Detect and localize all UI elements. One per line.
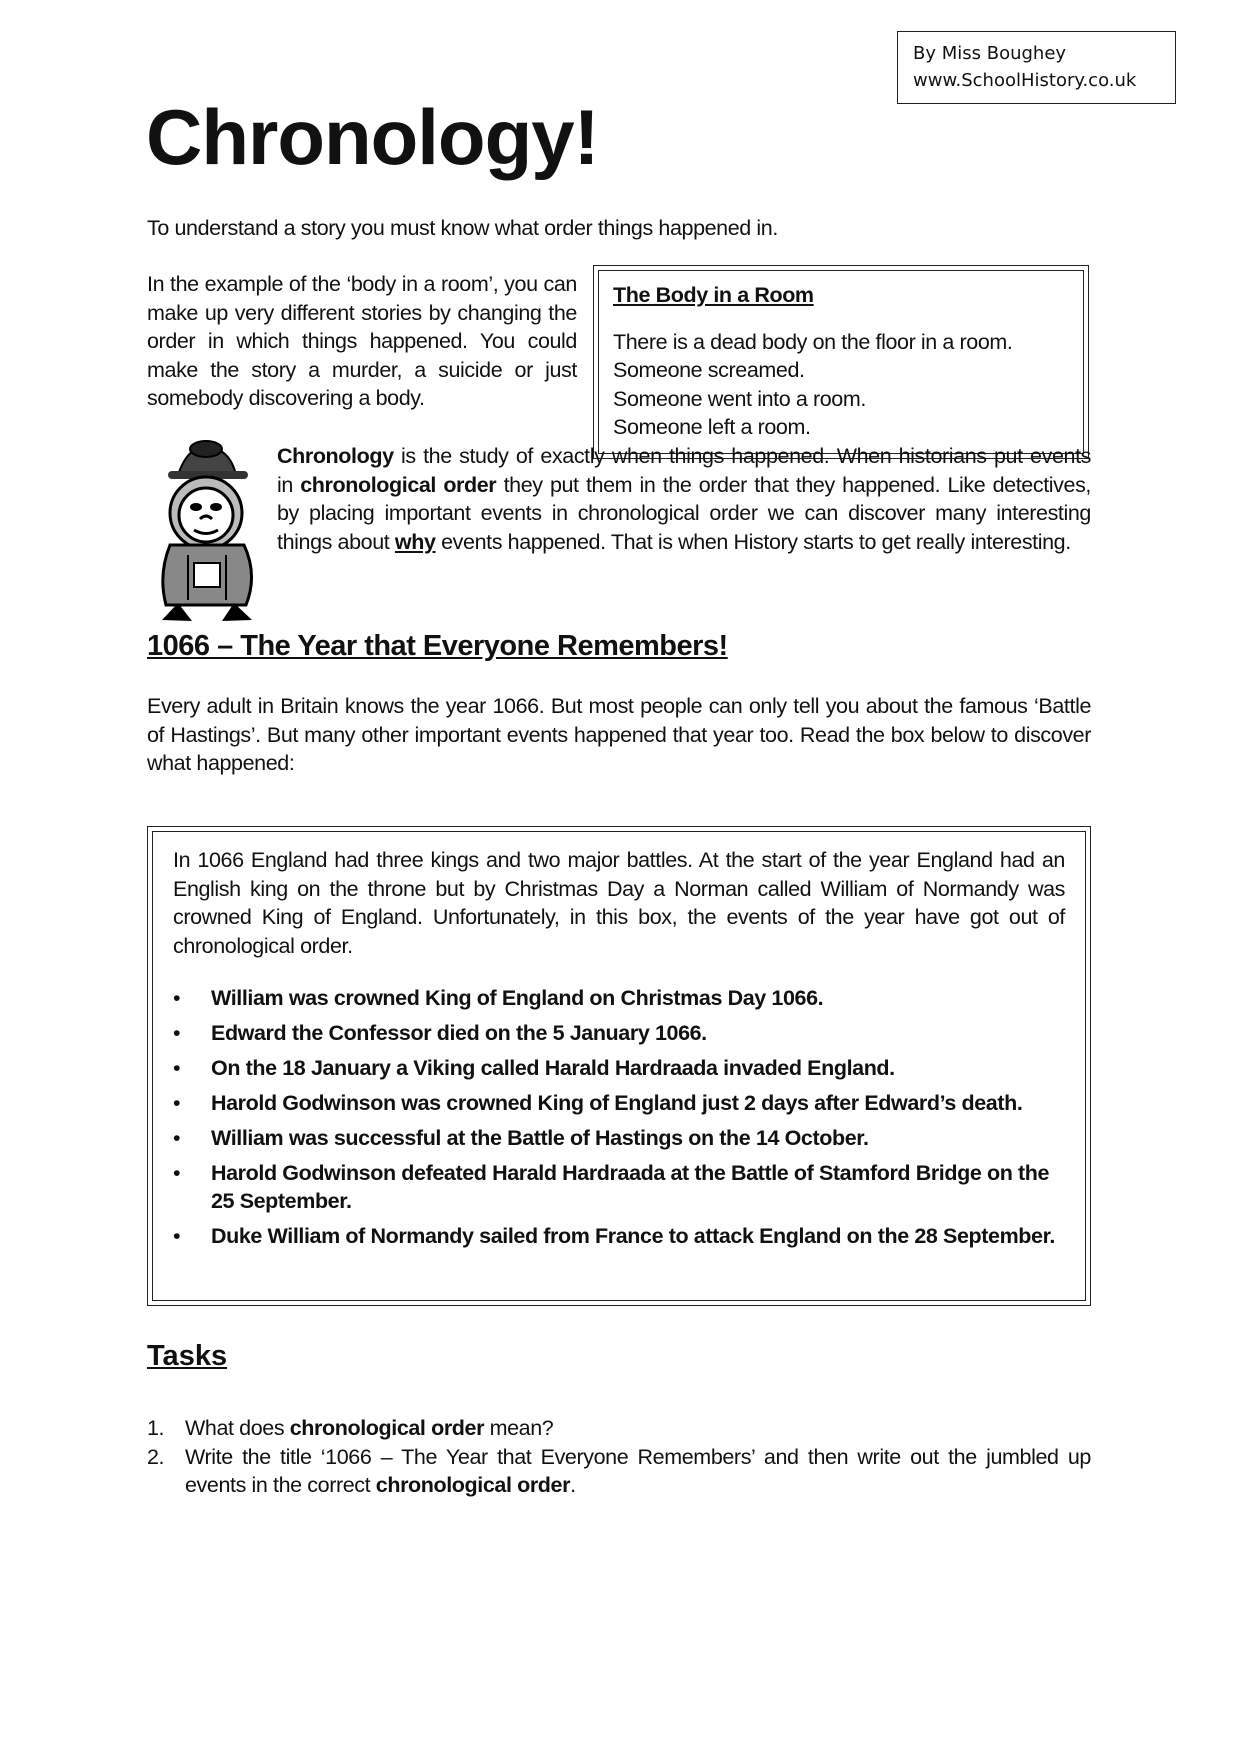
event-text: Harold Godwinson defeated Harald Hardraada at the Battle of Stamford Bridge on the 25 September. — [211, 1160, 1050, 1214]
box-line: Someone screamed. — [613, 358, 805, 383]
example-paragraph: In the example of the ‘body in a room’, you can make up very different stories by changing the order in which things happened. You could make the story a murder, a suicide or just somebody discovering a body. — [147, 272, 577, 411]
box-line: Someone went into a room. — [613, 386, 866, 411]
task-bold-term: chronological order — [289, 1416, 485, 1440]
event-text: Harold Godwinson was crowned King of England just 2 days after Edward’s death. — [211, 1091, 1023, 1116]
chronology-term: Chronology — [277, 444, 394, 468]
events-list — [173, 984, 1065, 1251]
chronology-text-2: they put them in the order that they happened. Like detectives, by placing important events in chronological order we can discover many interesting things about — [277, 472, 1091, 554]
task-bold-term: chronological order — [375, 1473, 571, 1498]
event-text: William was successful at the Battle of Hastings on the 14 October. — [211, 1125, 869, 1150]
bullet-icon: • — [173, 1021, 181, 1046]
chronology-text-1: is the study of exactly when things happened. When historians put events in — [277, 444, 1091, 497]
intro-text: To understand a story you must know what order things happened in. — [147, 216, 778, 240]
list-item — [173, 1124, 1065, 1153]
author-byline: By Miss Boughey — [913, 43, 1067, 64]
chronological-order-term: chronological order — [300, 472, 497, 497]
chronology-text-3: events happened. That is when History starts to get really interesting. — [435, 529, 1071, 554]
bullet-icon: • — [173, 1056, 181, 1081]
list-item — [173, 1054, 1065, 1083]
box-line: There is a dead body on the floor in a room. — [613, 329, 1013, 354]
task-text-end: . — [570, 1473, 576, 1498]
task-text: Write the title ‘1066 – The Year that Everyone Remembers’ and then write out the jumbled up events in the correct — [185, 1444, 1091, 1498]
list-item — [173, 1159, 1065, 1216]
page-title: Chronology! — [146, 93, 599, 181]
list-item — [173, 1222, 1065, 1251]
events-box — [147, 826, 1091, 1306]
box-line: Someone left a room. — [613, 415, 811, 440]
list-item — [173, 1019, 1065, 1048]
bullet-icon: • — [173, 1224, 181, 1249]
event-text: William was crowned King of England on Christmas Day 1066. — [211, 986, 824, 1011]
body-in-a-room-box — [593, 265, 1089, 459]
bullet-icon: • — [173, 1125, 181, 1150]
events-intro: In 1066 England had three kings and two major battles. At the start of the year England had an English king on the throne but by Christmas Day a Norman called William of Normandy was crowned King of England. Unfortunately, in this box, the events of the year have got out of chronological order. — [173, 848, 1065, 958]
bullet-icon: • — [173, 1091, 181, 1116]
bullet-icon: • — [173, 1160, 181, 1185]
task-item — [147, 1414, 1091, 1443]
detective-illustration — [148, 435, 266, 625]
event-text: Duke William of Normandy sailed from France to attack England on the 28 September. — [211, 1224, 1055, 1249]
bullet-icon: • — [173, 986, 181, 1011]
box-heading: The Body in a Room — [613, 283, 814, 307]
tasks-heading: Tasks — [147, 1340, 228, 1372]
tasks-list — [147, 1414, 1091, 1500]
event-text: Edward the Confessor died on the 5 January 1066. — [211, 1021, 707, 1046]
list-item — [173, 984, 1065, 1013]
section-heading-1066: 1066 – The Year that Everyone Remembers! — [147, 630, 728, 662]
task-number: 2. — [147, 1444, 165, 1469]
task-text: What does — [185, 1416, 290, 1440]
task-number: 1. — [147, 1416, 165, 1440]
event-text: On the 18 January a Viking called Harald Hardraada invaded England. — [211, 1056, 895, 1081]
task-text-end: mean? — [484, 1416, 554, 1440]
chronology-paragraph — [277, 442, 1091, 556]
list-item — [173, 1089, 1065, 1118]
why-term: why — [394, 529, 436, 554]
author-box — [897, 31, 1176, 104]
every-adult-paragraph: Every adult in Britain knows the year 1066. But most people can only tell you about the famous ‘Battle of Hastings’. But many other important events happened that year too. Read the box below to discover what happened: — [147, 694, 1091, 776]
author-website: www.SchoolHistory.co.uk — [913, 70, 1137, 91]
task-item — [147, 1443, 1091, 1500]
